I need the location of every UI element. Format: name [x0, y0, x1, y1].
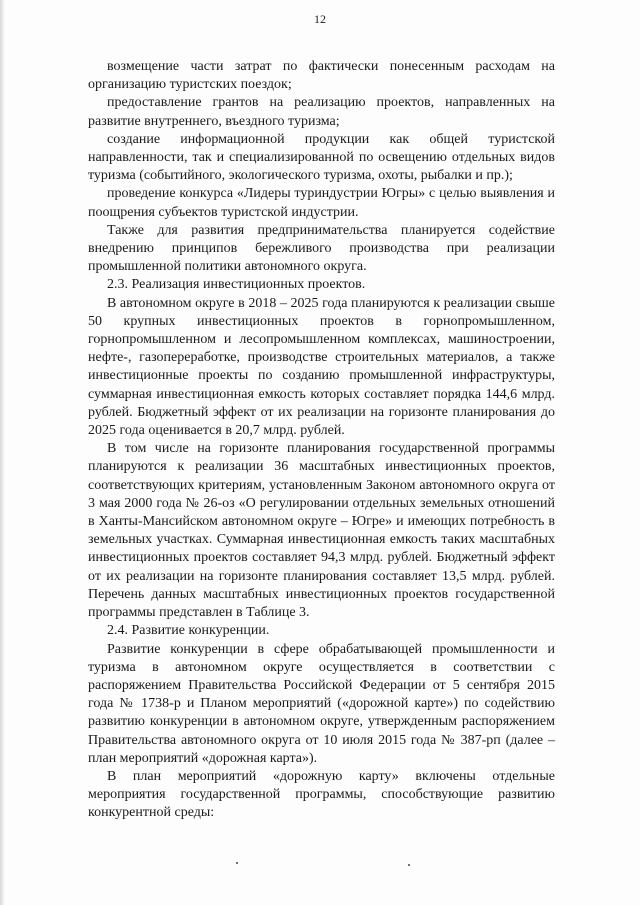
paragraph-grants-projects: предоставление грантов на реализацию проектов, направленных на развитие внутреннего, въездного туризма;: [88, 95, 555, 129]
paragraph-lean-production: Также для развития предпринимательства планируется содействие внедрению принципов бережливого производства при реализации промышленной политики автономного округа.: [88, 222, 555, 275]
section-heading-2-4: 2.4. Развитие конкуренции.: [107, 623, 270, 639]
scan-speck: [236, 862, 238, 864]
paragraph-contest: проведение конкурса «Лидеры туриндустрии Югры» с целью выявления и поощрения субъектов туристской индустрии.: [88, 186, 555, 220]
paragraph-roadmap-measures: В план мероприятий «дорожную карту» включены отдельные мероприятия государственной программы, способствующие развитию конкурентной среды:: [88, 768, 555, 821]
paragraph-info-products: создание информационной продукции как общей туристской направленности, так и специализированной по освещению отдельных видов туризма (событийного, экологического туризма, охоты, рыбалки и пр.);: [88, 131, 555, 184]
scan-speck: [408, 864, 410, 866]
paragraph-large-scale-projects: В том числе на горизонте планирования государственной программы планируются к реализации 36 масштабных инвестиционных проектов, соответствующих критериям, установленным Законом автономного округа от 3 мая 2000 года № 26-оз «О регулировании отдельных земельных отношений в Ханты-Мансийском автономном округе – Югре» и имеющих потребность в земельных участках. Суммарная инвестиционная емкость таких масштабных инвестиционных проектов составляет 94,3 млрд. рублей. Бюджетный эффект от их реализации на горизонте планирования составляет 13,5 млрд. рублей. Перечень данных масштабных инвестиционных проектов государственной программы представлен в Таблице 3.: [88, 441, 555, 621]
page-number: 12: [314, 12, 326, 26]
document-body: [88, 58, 555, 823]
scan-edge-shadow: [0, 0, 5, 905]
paragraph-grants-costs: возмещение части затрат по фактически понесенным расходам на организацию туристских поездок;: [88, 59, 555, 93]
paragraph-investment-projects: В автономном округе в 2018 – 2025 года планируются к реализации свыше 50 крупных инвестиционных проектов в горнопромышленном, горнопромышленном и лесопромышленном комплексах, машиностроении, нефте-, газопереработке, производстве строительных материалов, а также инвестиционные проекты по созданию промышленной инфраструктуры, суммарная инвестиционная емкость которых составляет порядка 144,6 млрд. рублей. Бюджетный эффект от их реализации на горизонте планирования до 2025 года оценивается в 20,7 млрд. рублей.: [88, 295, 555, 439]
section-heading-2-3: 2.3. Реализация инвестиционных проектов.: [107, 277, 366, 293]
paragraph-competition-development: Развитие конкуренции в сфере обрабатывающей промышленности и туризма в автономном округе осуществляется в соответствии с распоряжением Правительства Российской Федерации от 5 сентября 2015 года № 1738-р и Планом мероприятий («дорожной карте») по содействию развитию конкуренции в автономном округе, утвержденным распоряжением Правительства автономного округа от 10 июля 2015 года № 387-рп (далее – план мероприятий «дорожная карта»).: [88, 641, 555, 766]
